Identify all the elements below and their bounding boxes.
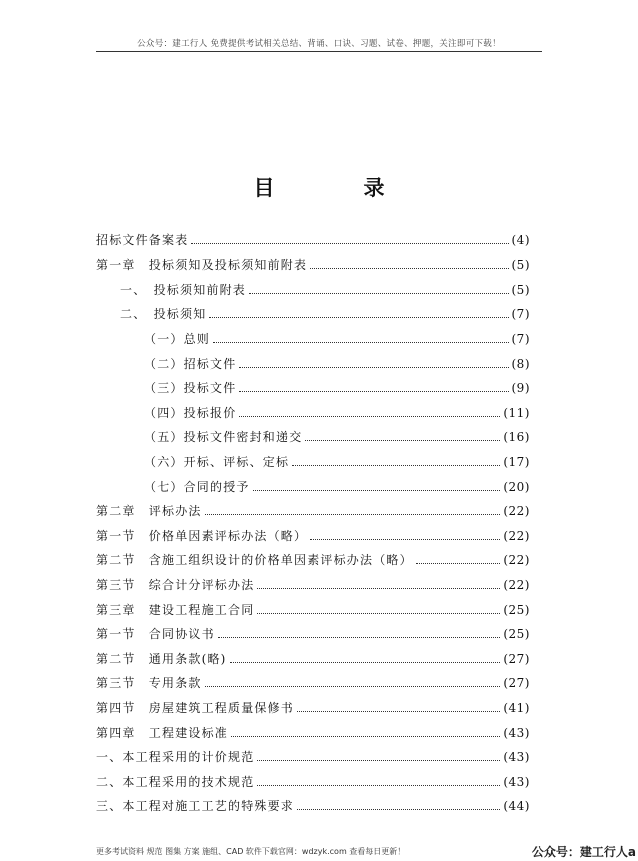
toc-entry-page: (27) (503, 676, 530, 690)
toc-entry-page: (25) (503, 603, 530, 617)
dot-leader (239, 391, 508, 392)
toc-entry-label: 招标文件备案表 (96, 233, 189, 247)
toc-entry-label: 第一章 投标须知及投标须知前附表 (96, 258, 308, 272)
toc-entry-label: 第三节 综合计分评标办法 (96, 578, 255, 592)
toc-entry-2-3[interactable] (96, 573, 530, 593)
toc-entry-label: 三、本工程对施工工艺的特殊要求 (96, 799, 295, 813)
toc-entry-3-1[interactable] (96, 622, 530, 642)
toc-entry-label: （三）投标文件 (144, 381, 237, 395)
toc-entry-page: (22) (503, 504, 530, 518)
toc-entry-chapter-3[interactable] (96, 598, 530, 618)
toc-entry-label: 第四章 工程建设标准 (96, 726, 229, 740)
toc-entry-label: （五）投标文件密封和递交 (144, 430, 303, 444)
header-divider (96, 51, 542, 52)
dot-leader (310, 268, 508, 269)
dot-leader (416, 563, 501, 564)
toc-entry-page: (17) (503, 455, 530, 469)
toc-entry-1-2-4[interactable] (144, 401, 530, 421)
toc-entry-page: (22) (503, 529, 530, 543)
toc-entry-4-3[interactable] (96, 794, 530, 814)
toc-entry-4-2[interactable] (96, 770, 530, 790)
dot-leader (231, 736, 500, 737)
toc-entry-page: (7) (511, 307, 530, 321)
toc-entry-label: （一）总则 (144, 332, 211, 346)
toc-entry-chapter-2[interactable] (96, 499, 530, 519)
toc-entry-page: (41) (503, 701, 530, 715)
toc-entry-1-2-1[interactable] (144, 327, 530, 347)
toc-entry-label: （二）招标文件 (144, 357, 237, 371)
toc-entry-chapter-4[interactable] (96, 721, 530, 741)
toc-entry-2-2[interactable] (96, 548, 530, 568)
toc-entry-chapter-1[interactable] (96, 253, 530, 273)
toc-entry-bid-filing-form[interactable] (96, 228, 530, 248)
toc-entry-page: (5) (511, 283, 530, 297)
dot-leader (257, 785, 500, 786)
dot-leader (239, 416, 500, 417)
dot-leader (218, 637, 501, 638)
toc-entry-label: 一、本工程采用的计价规范 (96, 750, 255, 764)
toc-entry-label: 第二章 评标办法 (96, 504, 202, 518)
toc-entry-label: （四）投标报价 (144, 406, 237, 420)
dot-leader (257, 613, 500, 614)
toc-entry-page: (44) (503, 799, 530, 813)
toc-entry-page: (9) (511, 381, 530, 395)
toc-entry-label: 二、本工程采用的技术规范 (96, 775, 255, 789)
toc-entry-page: (25) (503, 627, 530, 641)
toc-entry-label: 第四节 房屋建筑工程质量保修书 (96, 701, 295, 715)
toc-entry-page: (20) (503, 480, 530, 494)
toc-entry-page: (43) (503, 726, 530, 740)
dot-leader (249, 293, 508, 294)
toc-entry-page: (27) (503, 652, 530, 666)
dot-leader (297, 711, 500, 712)
toc-entry-label: 第二节 通用条款(略) (96, 652, 227, 666)
dot-leader (257, 588, 500, 589)
toc-entry-2-1[interactable] (96, 524, 530, 544)
dot-leader (209, 317, 508, 318)
toc-entry-1-2-6[interactable] (144, 450, 530, 470)
toc-entry-3-3[interactable] (96, 671, 530, 691)
dot-leader (297, 809, 500, 810)
toc-entry-1-2-5[interactable] (144, 425, 530, 445)
toc-entry-page: (8) (511, 357, 530, 371)
toc-entry-label: 第二节 含施工组织设计的价格单因素评标办法（略） (96, 553, 413, 567)
toc-entry-page: (7) (511, 332, 530, 346)
toc-entry-4-1[interactable] (96, 745, 530, 765)
toc-entry-page: (11) (503, 406, 530, 420)
toc-entry-label: 第三章 建设工程施工合同 (96, 603, 255, 617)
toc-entry-label: 第三节 专用条款 (96, 676, 202, 690)
toc-entry-1-2-7[interactable] (144, 475, 530, 495)
toc-entry-page: (22) (503, 553, 530, 567)
dot-leader (292, 465, 500, 466)
footer-watermark: 公众号：建工行人a (531, 845, 636, 859)
toc-entry-page: (43) (503, 750, 530, 764)
toc-entry-label: 第一节 价格单因素评标办法（略） (96, 529, 308, 543)
page-title: 目 录 (253, 175, 419, 200)
toc-entry-3-4[interactable] (96, 696, 530, 716)
toc-entry-label: 二、 投标须知 (120, 307, 207, 321)
dot-leader (205, 686, 501, 687)
dot-leader (310, 539, 500, 540)
dot-leader (305, 440, 500, 441)
toc-entry-1-2-3[interactable] (144, 376, 530, 396)
dot-leader (239, 367, 508, 368)
toc-entry-1-2[interactable] (120, 302, 530, 322)
dot-leader (253, 490, 501, 491)
footer-download-notice: 更多考试资料 规范 图集 方案 施组、CAD 软件下载官网：wdzyk.com 查看每日更新！ (96, 847, 406, 856)
dot-leader (191, 243, 508, 244)
toc-entry-page: (4) (511, 233, 530, 247)
toc-entry-page: (22) (503, 578, 530, 592)
toc-entry-1-1[interactable] (120, 278, 530, 298)
page-header-text: 公众号：建工行人 免费提供考试相关总结、背诵、口诀、习题、试卷、押题，关注即可下载！ (137, 39, 501, 49)
dot-leader (257, 760, 500, 761)
toc-entry-3-2[interactable] (96, 647, 530, 667)
toc-entry-page: (43) (503, 775, 530, 789)
toc-entry-page: (5) (511, 258, 530, 272)
toc-entry-label: （六）开标、评标、定标 (144, 455, 290, 469)
dot-leader (230, 662, 501, 663)
toc-entry-1-2-2[interactable] (144, 352, 530, 372)
dot-leader (205, 514, 501, 515)
dot-leader (213, 342, 508, 343)
toc-entry-label: （七）合同的授予 (144, 480, 250, 494)
toc-entry-label: 第一节 合同协议书 (96, 627, 215, 641)
toc-entry-page: (16) (503, 430, 530, 444)
toc-entry-label: 一、 投标须知前附表 (120, 283, 247, 297)
